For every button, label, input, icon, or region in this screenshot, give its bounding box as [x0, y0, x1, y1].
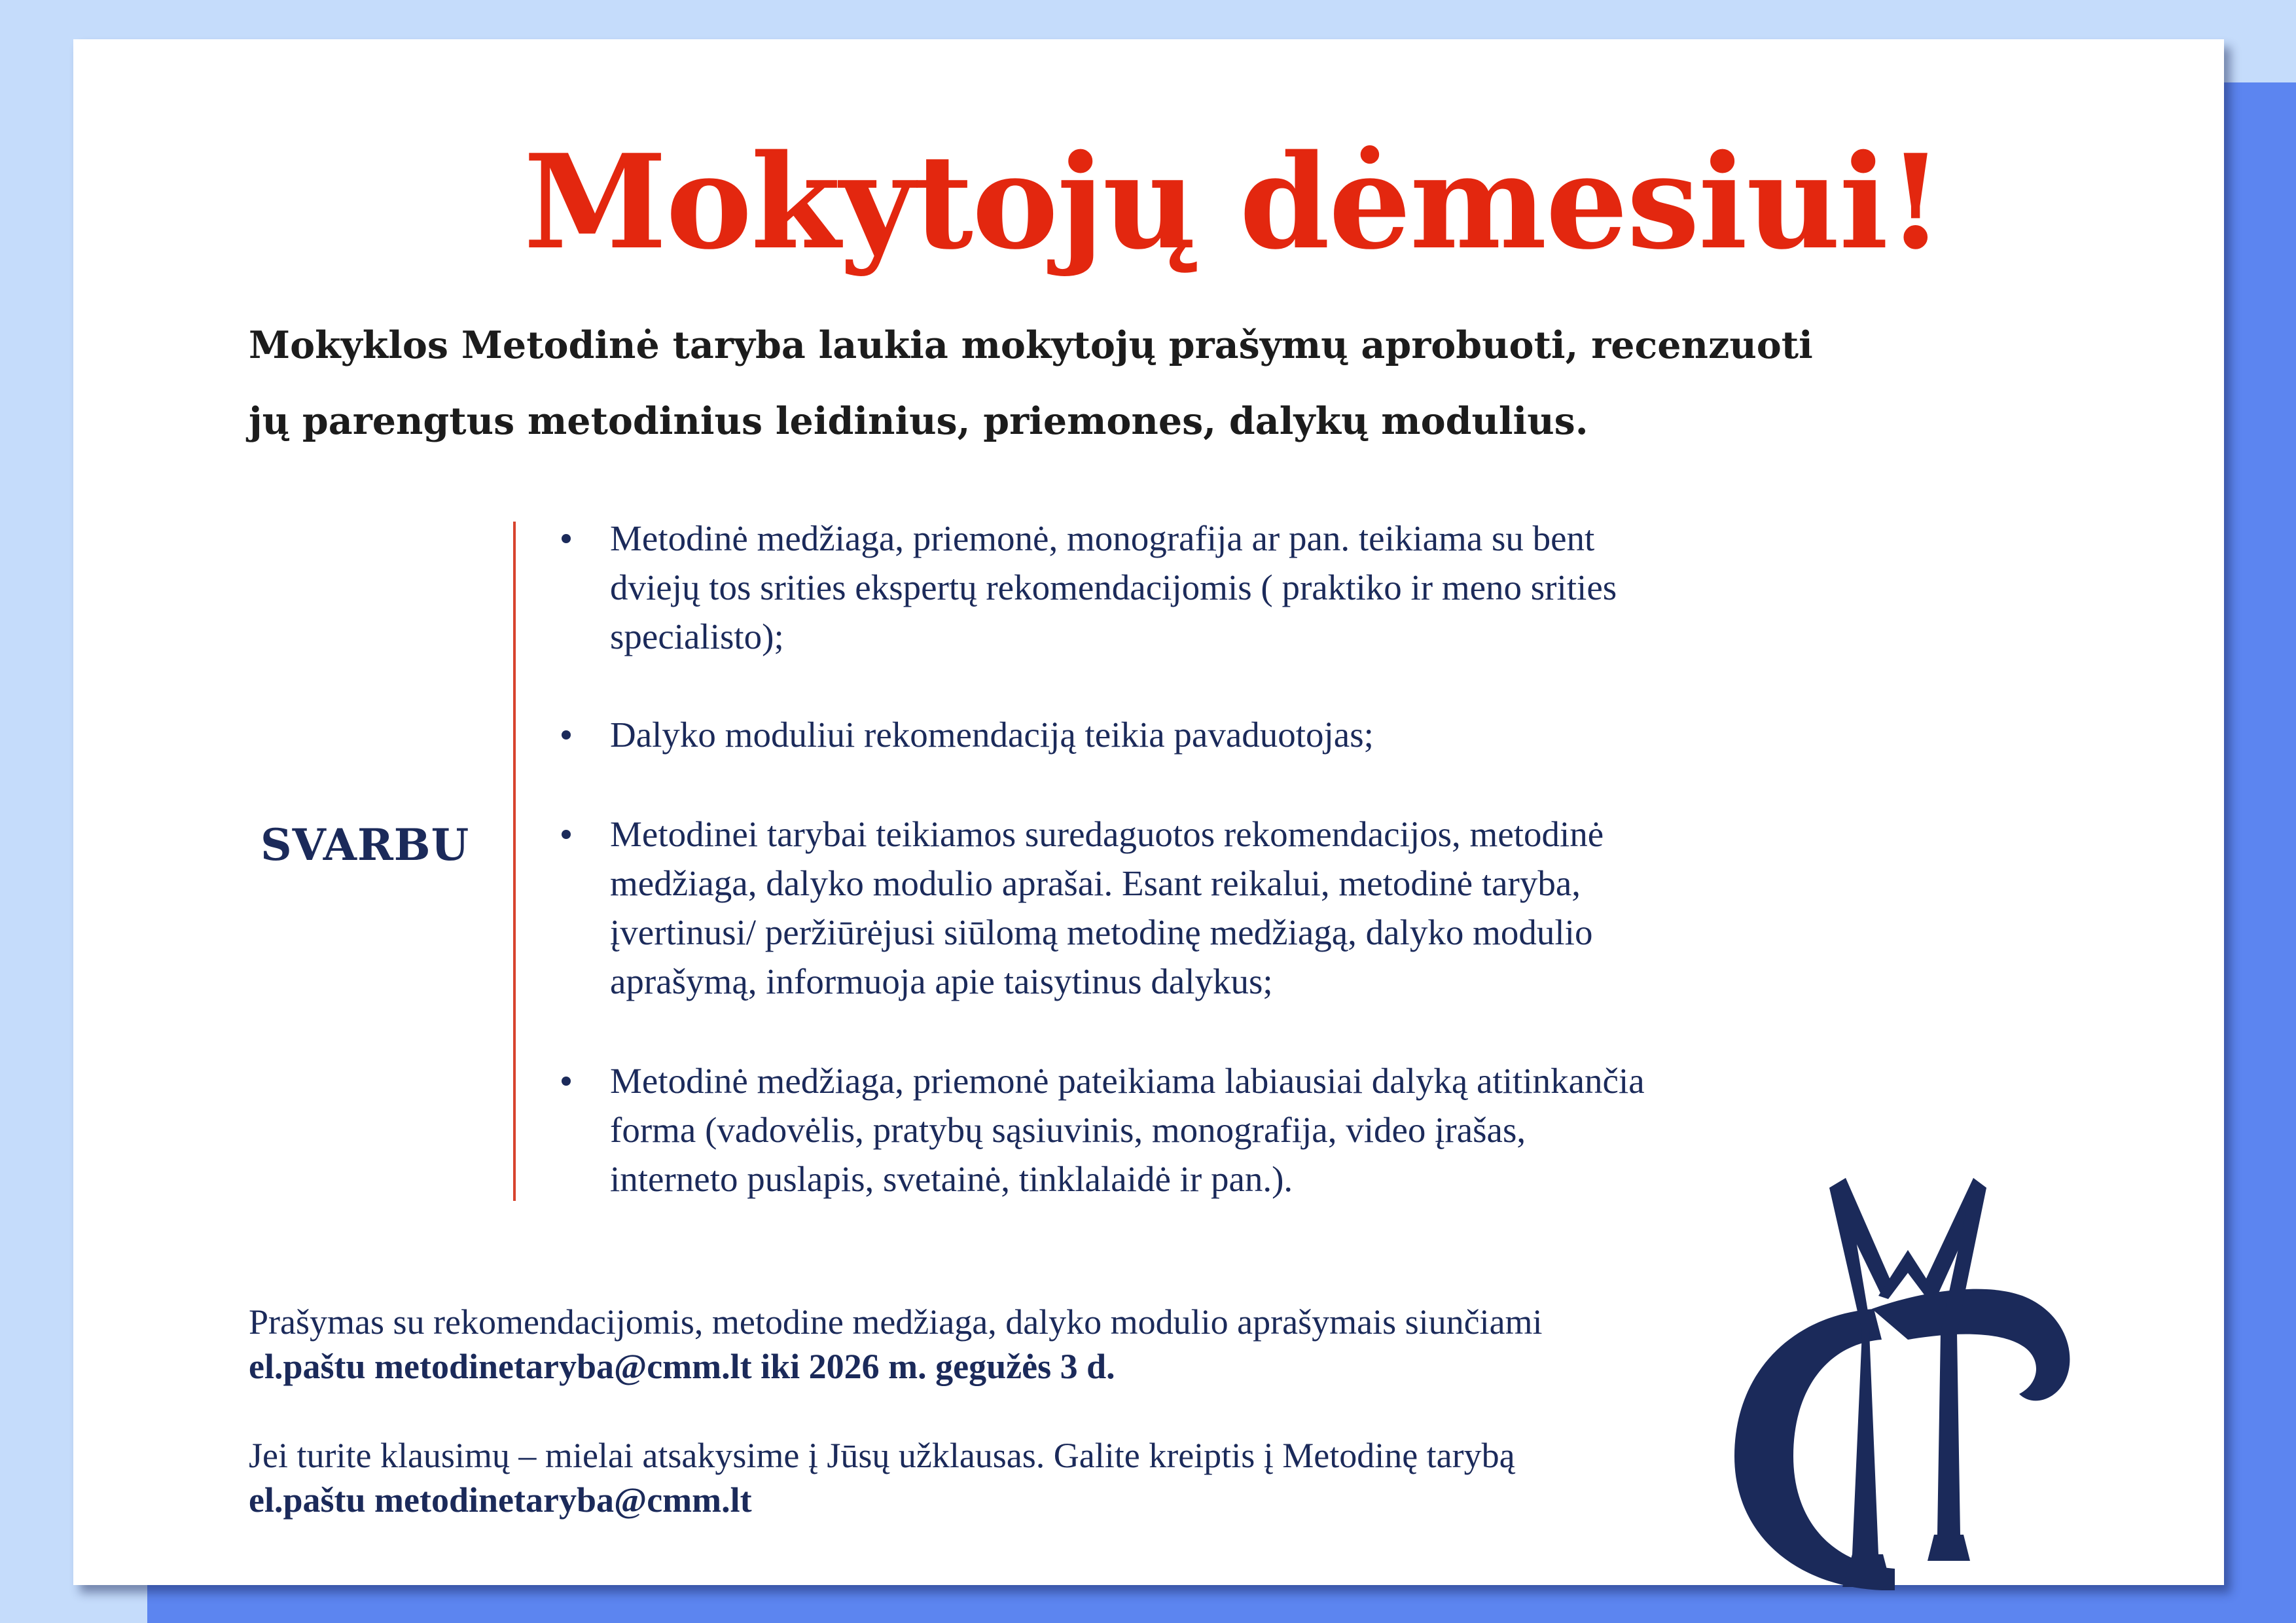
cm-monogram-logo-icon: [1712, 1168, 2104, 1594]
intro-paragraph: [249, 308, 1820, 459]
vertical-divider: [513, 522, 516, 1201]
bullet-icon: [562, 730, 571, 740]
submission-info: [249, 1300, 1754, 1389]
bullet-icon: [562, 830, 571, 839]
list-item-line: dviejų tos srities ekspertų rekomendacijomis ( praktiko ir meno srities: [610, 567, 1617, 607]
requirements-list: [558, 514, 1840, 1204]
list-item: [558, 710, 1840, 759]
list-item: [558, 514, 1840, 661]
list-item-line: medžiaga, dalyko modulio aprašai. Esant reikalui, metodinė taryba,: [610, 863, 1581, 903]
list-item-line: Dalyko moduliui rekomendaciją teikia pavaduotojas;: [610, 715, 1374, 755]
submission-contact[interactable]: el.paštu metodinetaryba@cmm.lt iki 2026 m. gegužės 3 d.: [249, 1347, 1115, 1386]
list-item-line: aprašymą, informuoja apie taisytinus dalykus;: [610, 961, 1273, 1001]
questions-text: Jei turite klausimų – mielai atsakysime į Jūsų užklausas. Galite kreiptis į Metodinę tarybą: [249, 1436, 1515, 1475]
questions-info: [249, 1433, 1754, 1522]
list-item-line: forma (vadovėlis, pratybų sąsiuvinis, monografija, video įrašas,: [610, 1110, 1526, 1150]
list-item-line: Metodinė medžiaga, priemonė pateikiama labiausiai dalyką atitinkančia: [610, 1061, 1645, 1101]
submission-text: Prašymas su rekomendacijomis, metodine medžiaga, dalyko modulio aprašymais siunčiami: [249, 1302, 1543, 1342]
list-item-line: specialisto);: [610, 616, 784, 656]
bullet-icon: [562, 1077, 571, 1086]
intro-line-2: jų parengtus metodinius leidinius, priemones, dalykų modulius.: [249, 399, 1588, 443]
list-item-line: interneto puslapis, svetainė, tinklalaidė ir pan.).: [610, 1159, 1293, 1199]
questions-contact[interactable]: el.paštu metodinetaryba@cmm.lt: [249, 1480, 752, 1520]
list-item: [558, 810, 1840, 1006]
intro-line-1: Mokyklos Metodinė taryba laukia mokytojų prašymų aprobuoti, recenzuoti: [249, 323, 1813, 367]
list-item-line: Metodinė medžiaga, priemonė, monografija ar pan. teikiama su bent: [610, 518, 1595, 558]
page-title: Mokytojų dėmesiui!: [524, 126, 1943, 278]
list-item-line: Metodinei tarybai teikiamos suredaguotos rekomendacijos, metodinė: [610, 814, 1604, 854]
list-item-line: įvertinusi/ peržiūrėjusi siūlomą metodinę medžiagą, dalyko modulio: [610, 912, 1593, 952]
important-label: SVARBU: [260, 819, 470, 870]
bullet-icon: [562, 534, 571, 543]
list-item: [558, 1056, 1840, 1204]
